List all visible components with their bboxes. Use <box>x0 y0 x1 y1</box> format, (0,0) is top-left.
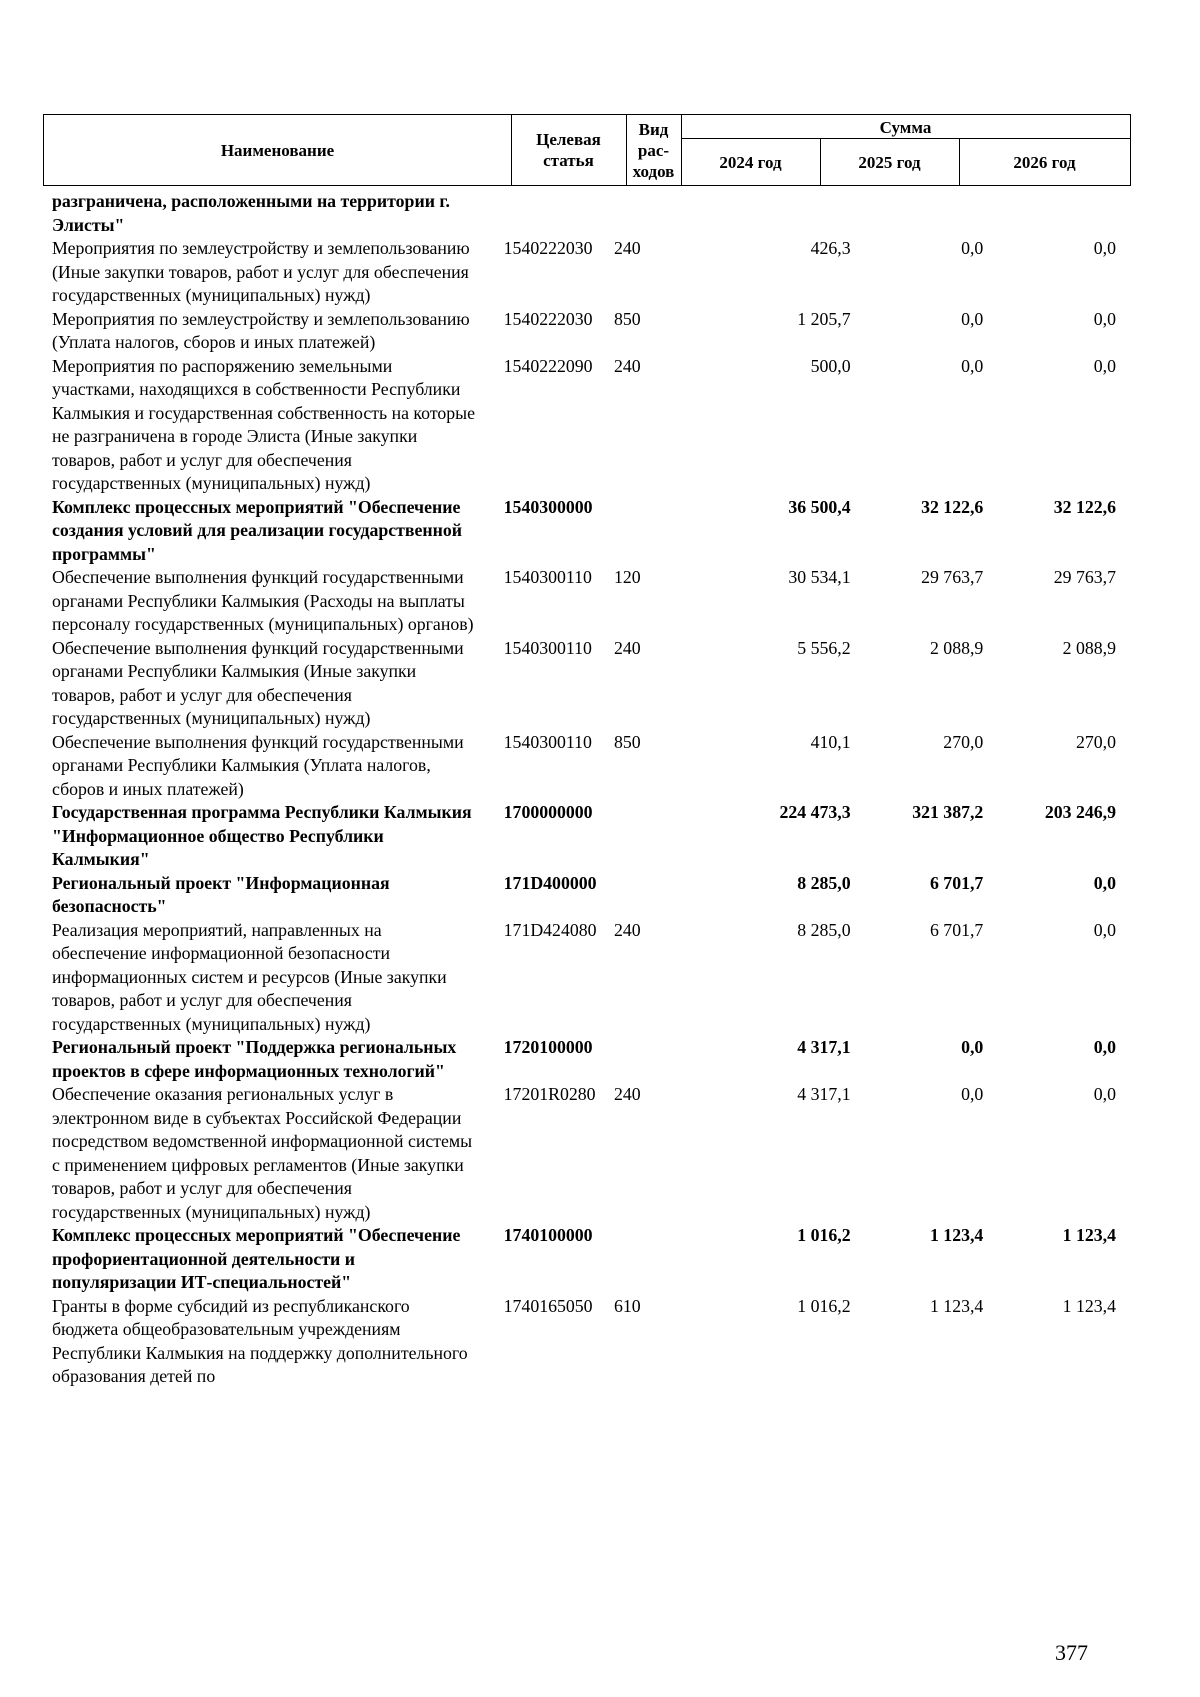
row-2026: 203 246,9 <box>1044 802 1116 822</box>
row-2024: 36 500,4 <box>788 496 851 517</box>
row-vid: 240 <box>613 637 641 658</box>
row-2026: 1 123,4 <box>1062 1295 1116 1316</box>
row-2025: 32 122,6 <box>921 496 984 517</box>
row-2025: 0,0 <box>961 1084 984 1104</box>
row-2024: 224 473,3 <box>779 802 851 822</box>
row-vid: 240 <box>613 919 641 940</box>
row-code: 1740100000 <box>503 1225 593 1245</box>
row-name: Государственная программа Республики Калмыкия "Информационное общество Республики Калмыкия" <box>52 802 472 869</box>
row-2025: 1 123,4 <box>929 1295 984 1316</box>
row-code: 17201R0280 <box>503 1084 596 1104</box>
row-vid: 240 <box>613 355 641 376</box>
row-2025: 321 387,2 <box>912 802 984 822</box>
table-row <box>52 801 1126 872</box>
row-2026: 29 763,7 <box>1053 567 1116 587</box>
row-2026: 0,0 <box>1093 919 1116 940</box>
row-code: 1540222030 <box>503 238 593 258</box>
table-row <box>52 496 1126 567</box>
row-name: Обеспечение оказания региональных услуг в электронном виде в субъектах Российской Федерации посредством ведомственной информационной системы с применением цифровых регламентов (Иные закупки товаров, работ и услуг для обеспечения государственных (муниципальных) нужд) <box>52 1084 473 1222</box>
header-name: Наименование <box>220 140 335 160</box>
row-2026: 0,0 <box>1093 238 1116 258</box>
row-2025: 270,0 <box>943 731 984 752</box>
row-2024: 4 317,1 <box>797 1037 851 1057</box>
row-code: 1720100000 <box>503 1037 593 1057</box>
row-2025: 29 763,7 <box>921 567 984 587</box>
row-vid: 240 <box>613 238 641 258</box>
row-2024: 4 317,1 <box>797 1084 851 1104</box>
row-2026: 1 123,4 <box>1062 1225 1116 1245</box>
row-2026: 0,0 <box>1093 308 1116 329</box>
row-2025: 2 088,9 <box>929 637 984 658</box>
row-code: 171D400000 <box>503 872 597 893</box>
row-2025: 0,0 <box>961 1037 984 1057</box>
row-name: Мероприятия по распоряжению земельными участками, находящихся в собственности Республики Калмыкия и государственная собственность на которые не разграничена в городе Элиста (Иные закупки товаров, работ и услуг для обеспечения государственных (муниципальных) нужд) <box>52 355 475 493</box>
row-code: 1540300110 <box>503 637 592 658</box>
row-2025: 0,0 <box>961 308 984 329</box>
row-name: Мероприятия по землеустройству и землепользованию (Уплата налогов, сборов и иных платежей) <box>52 308 470 352</box>
row-2026: 0,0 <box>1093 1084 1116 1104</box>
row-2024: 426,3 <box>810 238 851 258</box>
row-name: Обеспечение выполнения функций государственными органами Республики Калмыкия (Уплата налогов, сборов и иных платежей) <box>52 731 464 799</box>
header-2024: 2024 год <box>719 152 782 172</box>
table-row <box>52 237 1126 308</box>
row-vid: 850 <box>613 731 641 752</box>
table-row <box>52 1224 1126 1295</box>
row-2024: 8 285,0 <box>797 919 851 940</box>
row-code: 1540222090 <box>503 355 593 376</box>
row-2024: 30 534,1 <box>788 567 851 587</box>
row-name: разграничена, расположенными на территории г. Элисты" <box>52 191 450 235</box>
row-2024: 1 205,7 <box>797 308 851 329</box>
row-name: Комплекс процессных мероприятий "Обеспечение профориентационной деятельности и популяризации ИТ-специальностей" <box>52 1225 461 1292</box>
table-row <box>52 872 1126 919</box>
header-2026: 2026 год <box>1013 152 1076 172</box>
row-code: 1540300110 <box>503 731 592 752</box>
header-code: Целевая статья <box>536 130 601 170</box>
table-body <box>52 190 1126 1389</box>
table-row <box>52 1295 1126 1389</box>
row-code: 1700000000 <box>503 802 593 822</box>
header-vid: Вид рас-ходов <box>632 119 675 181</box>
row-name: Комплекс процессных мероприятий "Обеспечение создания условий для реализации государственной программы" <box>52 496 463 564</box>
row-2025: 6 701,7 <box>929 872 984 893</box>
row-code: 171D424080 <box>503 919 597 940</box>
row-2024: 410,1 <box>810 731 851 752</box>
row-name: Гранты в форме субсидий из республиканского бюджета общеобразовательным учреждениям Республики Калмыкия на поддержку дополнительного образования детей по <box>52 1295 468 1386</box>
row-name: Обеспечение выполнения функций государственными органами Республики Калмыкия (Расходы на выплаты персоналу государственных (муниципальных) органов) <box>52 567 474 634</box>
row-2024: 8 285,0 <box>797 872 851 893</box>
row-2025: 0,0 <box>961 355 984 376</box>
row-2024: 1 016,2 <box>797 1295 851 1316</box>
row-2025: 0,0 <box>961 238 984 258</box>
row-2026: 32 122,6 <box>1053 496 1116 517</box>
row-2024: 1 016,2 <box>797 1225 851 1245</box>
row-name: Обеспечение выполнения функций государственными органами Республики Калмыкия (Иные закупки товаров, работ и услуг для обеспечения государственных (муниципальных) нужд) <box>52 637 464 728</box>
row-vid: 610 <box>613 1295 641 1316</box>
row-2024: 500,0 <box>810 355 851 376</box>
table-row <box>52 566 1126 637</box>
row-name: Реализация мероприятий, направленных на обеспечение информационной безопасности информационных систем и ресурсов (Иные закупки товаров, работ и услуг для обеспечения государственных (муниципальных) нужд) <box>52 919 447 1034</box>
row-2026: 0,0 <box>1093 1037 1116 1057</box>
row-code: 1540300110 <box>503 567 592 587</box>
row-name: Региональный проект "Информационная безопасность" <box>52 872 390 916</box>
table-row <box>52 1036 1126 1083</box>
row-vid: 850 <box>613 308 641 329</box>
row-2026: 2 088,9 <box>1062 637 1116 658</box>
row-name: Мероприятия по землеустройству и землепользованию (Иные закупки товаров, работ и услуг для обеспечения государственных (муниципальных) нужд) <box>52 238 470 305</box>
row-vid: 120 <box>613 567 641 587</box>
row-code: 1540300000 <box>503 496 593 517</box>
table-row <box>52 308 1126 355</box>
table-row <box>52 731 1126 802</box>
row-code: 1540222030 <box>503 308 593 329</box>
table-row <box>52 190 1126 237</box>
row-2026: 0,0 <box>1093 355 1116 376</box>
table-row <box>52 1083 1126 1224</box>
header-2025: 2025 год <box>858 152 921 172</box>
table-row <box>52 637 1126 731</box>
row-2026: 0,0 <box>1093 872 1116 893</box>
table-header <box>43 114 1131 186</box>
row-2026: 270,0 <box>1075 731 1116 752</box>
page-number: 377 <box>1055 1640 1088 1665</box>
table-row <box>52 919 1126 1037</box>
row-code: 1740165050 <box>503 1295 593 1316</box>
row-name: Региональный проект "Поддержка региональных проектов в сфере информационных технологий" <box>52 1037 457 1081</box>
table-row <box>52 355 1126 496</box>
header-sum: Сумма <box>879 117 932 137</box>
row-2025: 6 701,7 <box>929 919 984 940</box>
row-2025: 1 123,4 <box>929 1225 984 1245</box>
row-vid: 240 <box>613 1084 641 1104</box>
row-2024: 5 556,2 <box>797 637 851 658</box>
